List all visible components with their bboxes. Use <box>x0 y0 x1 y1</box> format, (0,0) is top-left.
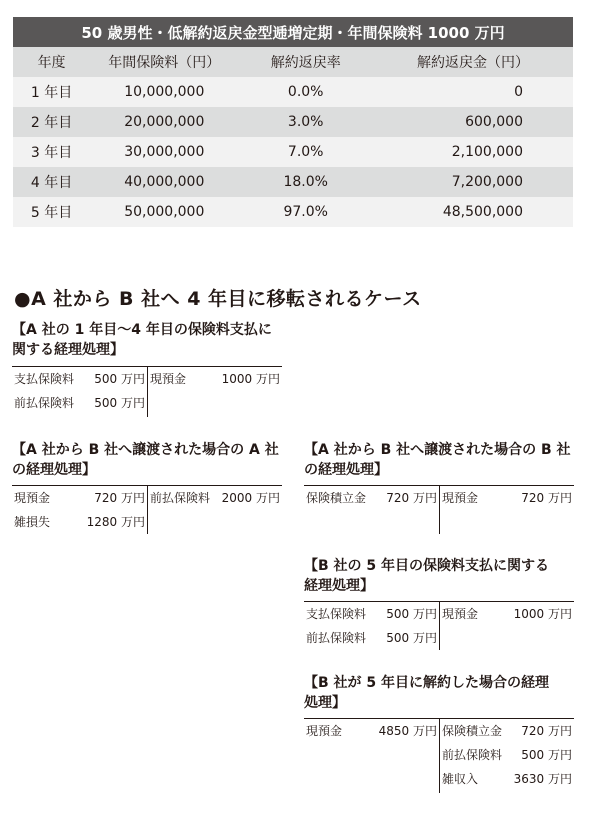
block1-journal <box>12 366 282 417</box>
cell-year: 4 年目 <box>13 167 90 197</box>
block3-title-line1: 【A 社から B 社へ譲渡された場合の B 社 <box>304 442 571 458</box>
block4-title-line2: 経理処理】 <box>304 578 374 594</box>
journal-row <box>148 367 282 391</box>
credit-amount: 1000 万円 <box>221 372 280 386</box>
credit-account: 現預金 <box>442 491 479 505</box>
debit-account: 雑損失 <box>14 515 51 529</box>
block2-journal <box>12 485 282 534</box>
cell-annual-premium: 10,000,000 <box>90 77 238 107</box>
credit-account: 保険積立金 <box>442 724 503 738</box>
cell-refund-rate: 7.0% <box>238 137 373 167</box>
block4-journal <box>304 601 574 650</box>
block1-credit <box>148 367 282 391</box>
credit-amount: 720 万円 <box>521 491 572 505</box>
block3-journal <box>304 485 574 534</box>
debit-amount: 720 万円 <box>94 491 145 505</box>
block4-title-line1: 【B 社の 5 年目の保険料支払に関する <box>304 558 550 574</box>
debit-amount: 500 万円 <box>94 372 145 386</box>
cell-refund-amount: 600,000 <box>373 107 573 137</box>
credit-amount: 500 万円 <box>521 748 572 762</box>
cell-refund-rate: 0.0% <box>238 77 373 107</box>
credit-amount: 3630 万円 <box>513 772 572 786</box>
block2-title-line1: 【A 社から B 社へ譲渡された場合の A 社 <box>12 442 279 458</box>
block4-credit <box>440 602 574 626</box>
debit-amount: 500 万円 <box>386 631 437 645</box>
journal-row <box>148 486 282 510</box>
block1-title-line2: 関する経理処理】 <box>12 342 124 358</box>
journal-row <box>304 602 439 626</box>
block5-title-line2: 処理】 <box>304 695 346 711</box>
debit-account: 前払保険料 <box>14 396 75 410</box>
block5-journal <box>304 718 574 793</box>
journal-row <box>12 367 147 391</box>
journal-row <box>440 486 574 510</box>
journal-row <box>440 743 574 767</box>
cell-refund-amount: 0 <box>373 77 573 107</box>
journal-row <box>12 510 147 534</box>
journal-row <box>440 602 574 626</box>
block5-title <box>304 673 549 713</box>
journal-row <box>12 486 147 510</box>
debit-account: 支払保険料 <box>306 607 367 621</box>
debit-account: 現預金 <box>306 724 343 738</box>
debit-account: 前払保険料 <box>306 631 367 645</box>
cell-refund-rate: 18.0% <box>238 167 373 197</box>
debit-account: 現預金 <box>14 491 51 505</box>
table-row <box>13 197 573 227</box>
block5-title-line1: 【B 社が 5 年目に解約した場合の経理 <box>304 675 550 691</box>
cell-annual-premium: 50,000,000 <box>90 197 238 227</box>
credit-account: 前払保険料 <box>150 491 211 505</box>
header-refund-rate: 解約返戻率 <box>238 47 373 77</box>
block2-title-line2: の経理処理】 <box>12 462 96 478</box>
cell-year: 1 年目 <box>13 77 90 107</box>
cell-refund-amount: 7,200,000 <box>373 167 573 197</box>
table-title-row <box>13 17 573 47</box>
cell-year: 5 年目 <box>13 197 90 227</box>
cell-annual-premium: 40,000,000 <box>90 167 238 197</box>
cell-year: 2 年目 <box>13 107 90 137</box>
block2-credit <box>148 486 282 510</box>
block3-credit <box>440 486 574 510</box>
debit-account: 支払保険料 <box>14 372 75 386</box>
credit-amount: 2000 万円 <box>221 491 280 505</box>
credit-amount: 720 万円 <box>521 724 572 738</box>
block2-debit <box>12 486 148 534</box>
credit-account: 現預金 <box>442 607 479 621</box>
block3-title-line2: の経理処理】 <box>304 462 388 478</box>
table-header-row <box>13 47 573 77</box>
debit-amount: 500 万円 <box>386 607 437 621</box>
debit-amount: 1280 万円 <box>86 515 145 529</box>
table-title: 50 歳男性・低解約返戻金型逓増定期・年間保険料 1000 万円 <box>13 17 573 47</box>
block3-debit <box>304 486 440 534</box>
refund-rate-table <box>13 17 573 227</box>
credit-account: 雑収入 <box>442 772 479 786</box>
table-row <box>13 77 573 107</box>
table-row <box>13 167 573 197</box>
cell-refund-amount: 2,100,000 <box>373 137 573 167</box>
journal-row <box>304 486 439 510</box>
journal-row <box>440 767 574 791</box>
block1-debit <box>12 367 148 417</box>
debit-amount: 720 万円 <box>386 491 437 505</box>
journal-row <box>304 719 439 743</box>
block1-title-line1: 【A 社の 1 年目～4 年目の保険料支払に <box>12 322 272 338</box>
table-row <box>13 137 573 167</box>
debit-amount: 4850 万円 <box>378 724 437 738</box>
credit-account: 現預金 <box>150 372 187 386</box>
credit-amount: 1000 万円 <box>513 607 572 621</box>
journal-row <box>12 391 147 415</box>
credit-account: 前払保険料 <box>442 748 503 762</box>
journal-row <box>440 719 574 743</box>
cell-refund-rate: 3.0% <box>238 107 373 137</box>
cell-refund-rate: 97.0% <box>238 197 373 227</box>
cell-refund-amount: 48,500,000 <box>373 197 573 227</box>
block1-title <box>12 320 272 360</box>
journal-row <box>304 626 439 650</box>
cell-year: 3 年目 <box>13 137 90 167</box>
header-annual-premium: 年間保険料（円） <box>90 47 238 77</box>
block2-title <box>12 440 279 480</box>
block4-title <box>304 556 549 596</box>
header-refund-amount: 解約返戻金（円） <box>373 47 573 77</box>
block5-credit <box>440 719 574 791</box>
cell-annual-premium: 30,000,000 <box>90 137 238 167</box>
table-row <box>13 107 573 137</box>
debit-account: 保険積立金 <box>306 491 367 505</box>
header-year: 年度 <box>13 47 90 77</box>
block5-debit <box>304 719 440 793</box>
debit-amount: 500 万円 <box>94 396 145 410</box>
block4-debit <box>304 602 440 650</box>
cell-annual-premium: 20,000,000 <box>90 107 238 137</box>
block3-title <box>304 440 571 480</box>
section-heading: ●A 社から B 社へ 4 年目に移転されるケース <box>14 288 422 310</box>
